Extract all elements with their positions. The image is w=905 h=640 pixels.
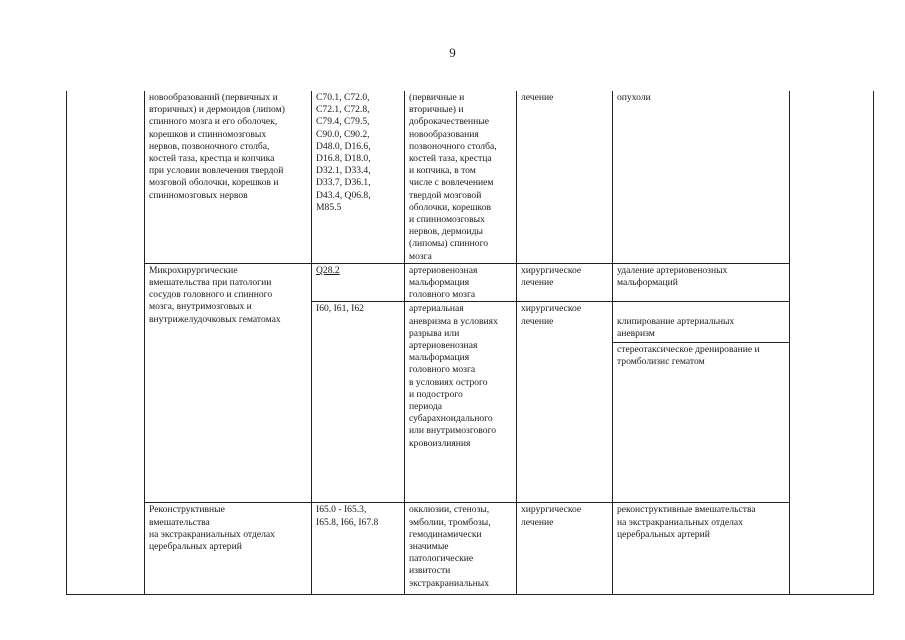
row2b-codes-cell: I60, I61, I62 (312, 302, 405, 503)
table-row (67, 503, 874, 595)
page-number: 9 (449, 45, 456, 60)
table-row (67, 91, 874, 263)
row2b-model-cell: артериальная аневризма в условиях разрыва или артериовенозная мальформация головного мозга в условиях острого и подострого периода субарахноидального или внутримозгового кровоизлияния (405, 302, 517, 503)
number-cell (67, 91, 145, 595)
procedures-table-container (66, 91, 873, 593)
row3-codes-cell: I65.0 - I65.3, I65.8, I66, I67.8 (312, 503, 405, 595)
row2b-method-cell (613, 302, 790, 503)
row3-model-cell: окклюзии, стенозы, эмболии, тромбозы, гемодинамически значимые патологические извитости экстракраниальных (405, 503, 517, 595)
row3-method-cell: реконструктивные вмешательства на экстракраниальных отделах церебральных артерий (613, 503, 790, 595)
row2a-treatment-cell: хирургическое лечение (517, 263, 613, 302)
row2a-model-cell: артериовенозная мальформация головного мозга (405, 263, 517, 302)
row2b-method-2: стереотаксическое дренирование и тромболизис гематом (617, 344, 760, 368)
row2a-method-cell: удаление артериовенозных мальформаций (613, 263, 790, 302)
row1-model-cell: (первичные и вторичные) и доброкачественные новообразования позвоночного столба, костей таза, крестца и копчика, в том числе с вовлечением твердой мозговой оболочки, корешков и спинномозговых нервов, дермоиды (липомы) спинного мозга (405, 91, 517, 263)
cost-cell (790, 91, 874, 595)
row2b-method-1: клипирование артериальных аневризм (613, 316, 789, 343)
row3-name-cell: Реконструктивные вмешательства на экстракраниальных отделах церебральных артерий (145, 503, 312, 595)
row2b-method-stack (617, 316, 786, 503)
row3-treatment-cell: хирургическое лечение (517, 503, 613, 595)
table-row (67, 263, 874, 302)
row1-name-cell: новообразований (первичных и вторичных) и дермоидов (липом) спинного мозга и его оболочек, корешков и спинномозговых нервов, позвоночного столба, костей таза, крестца и копчика при условии вовлечения твердой мозговой оболочки, корешков и спинномозговых нервов (145, 91, 312, 263)
row1-method-cell: опухоли (613, 91, 790, 263)
row2a-codes-cell (312, 263, 405, 302)
procedures-table (66, 91, 874, 595)
row2b-treatment-cell: хирургическое лечение (517, 302, 613, 503)
row1-treatment-cell: лечение (517, 91, 613, 263)
row2a-codes-text: Q28.2 (316, 264, 340, 276)
row2-name-cell: Микрохирургические вмешательства при патологии сосудов головного и спинного мозга, внутримозговых и внутрижелудочковых гематомах (145, 263, 312, 503)
row1-codes-cell: C70.1, C72.0, C72.1, C72.8, C79.4, C79.5, C90.0, C90.2, D48.0, D16.6, D16.8, D18.0, D32.1, D33.4, D33.7, D36.1, D43.4, Q06.8, M85.5 (312, 91, 405, 263)
